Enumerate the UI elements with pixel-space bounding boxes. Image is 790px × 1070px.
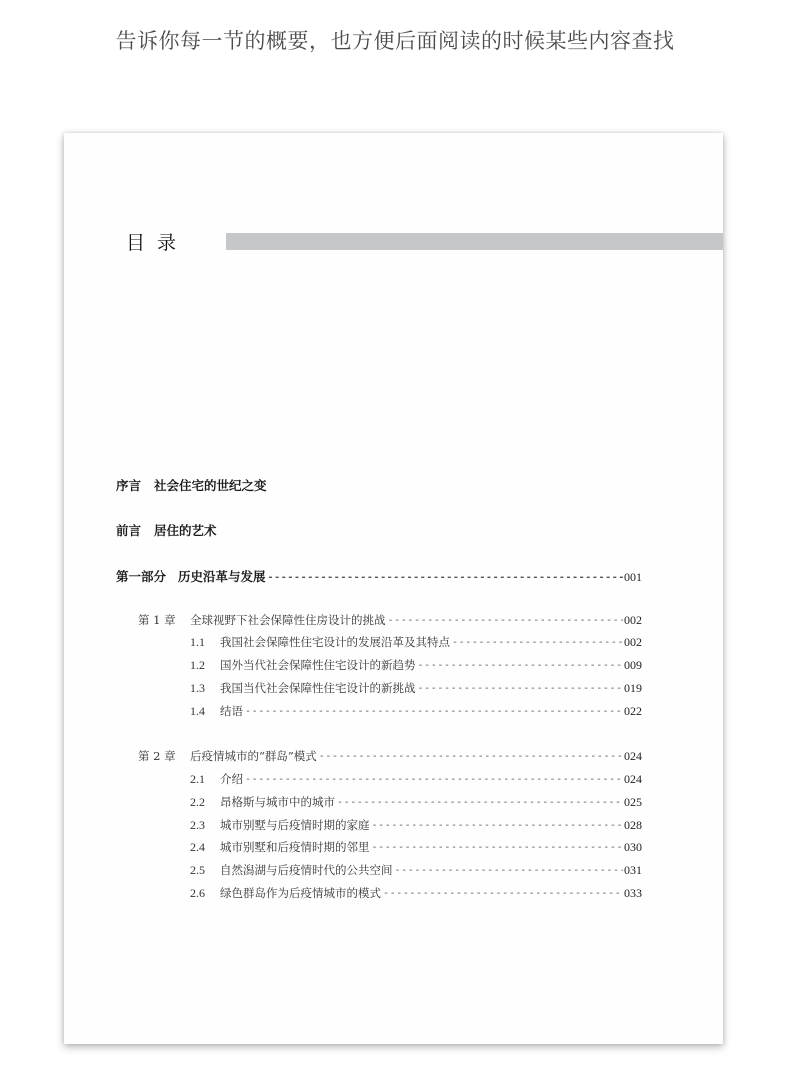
toc-entry-section-2-2[interactable]	[190, 794, 642, 810]
section-number: 1.2	[190, 658, 205, 672]
entry-title: 结语	[220, 704, 243, 718]
section-number: 1.1	[190, 635, 205, 649]
entry-label: 序言	[116, 478, 142, 493]
dot-leader	[245, 706, 623, 717]
dot-leader	[383, 888, 623, 899]
entry-title: 介绍	[220, 772, 243, 786]
page-number: 024	[624, 749, 642, 763]
page-number: 019	[624, 681, 642, 695]
toc-entry-section-2-5[interactable]	[190, 862, 642, 878]
dot-leader	[418, 683, 624, 694]
dot-leader	[245, 774, 623, 785]
entry-title: 城市别墅与后疫情时期的家庭	[220, 818, 370, 832]
section-number: 2.3	[190, 818, 205, 832]
page-number: 028	[624, 818, 642, 832]
entry-title: 自然潟湖与后疫情时代的公共空间	[220, 863, 393, 877]
entry-label: 前言	[116, 523, 142, 538]
entry-title: 社会住宅的世纪之变	[154, 478, 267, 493]
page-number: 002	[624, 613, 642, 627]
entry-title: 全球视野下社会保障性住房设计的挑战	[190, 613, 386, 627]
toc-entry-part-1[interactable]	[116, 567, 642, 585]
section-number: 2.1	[190, 772, 205, 786]
toc-entry-section-1-1[interactable]	[190, 634, 642, 650]
toc-entry-chapter-1[interactable]	[138, 612, 642, 628]
dot-leader	[268, 572, 623, 583]
toc-heading: 目录	[126, 232, 189, 254]
entry-title: 居住的艺术	[154, 523, 217, 538]
dot-leader	[372, 820, 624, 831]
page-number: 024	[624, 772, 642, 786]
dot-leader	[319, 751, 623, 762]
entry-label: 第一部分	[116, 569, 167, 584]
toc-entry-section-2-3[interactable]	[190, 817, 642, 833]
dot-leader	[337, 797, 623, 808]
toc-entry-section-2-6[interactable]	[190, 885, 642, 901]
section-number: 2.5	[190, 863, 205, 877]
section-number: 2.4	[190, 840, 205, 854]
toc-entry-preface[interactable]	[116, 476, 267, 494]
page-number: 001	[624, 570, 642, 584]
toc-entry-section-2-1[interactable]	[190, 771, 642, 787]
page-number: 002	[624, 635, 642, 649]
section-number: 1.3	[190, 681, 205, 695]
entry-title: 昂格斯与城市中的城市	[220, 795, 335, 809]
toc-entry-foreword[interactable]	[116, 521, 217, 539]
book-page	[64, 133, 723, 1044]
entry-title: 国外当代社会保障性住宅设计的新趋势	[220, 658, 416, 672]
section-number: 2.2	[190, 795, 205, 809]
section-number: 1.4	[190, 704, 205, 718]
page-number: 031	[624, 863, 642, 877]
toc-entry-section-1-2[interactable]	[190, 657, 642, 673]
caption-text: 告诉你每一节的概要，也方便后面阅读的时候某些内容查找	[115, 29, 675, 53]
entry-title: 我国社会保障性住宅设计的发展沿革及其特点	[220, 635, 450, 649]
entry-label: 第 1 章	[138, 613, 176, 627]
entry-title: 后疫情城市的“群岛”模式	[190, 749, 317, 763]
section-number: 2.6	[190, 886, 205, 900]
toc-entry-section-1-4[interactable]	[190, 703, 642, 719]
heading-bar	[226, 233, 723, 250]
entry-title: 绿色群岛作为后疫情城市的模式	[220, 886, 381, 900]
page-number: 022	[624, 704, 642, 718]
toc-entry-section-2-4[interactable]	[190, 839, 642, 855]
page-number: 030	[624, 840, 642, 854]
toc-entry-section-1-3[interactable]	[190, 680, 642, 696]
entry-title: 历史沿革与发展	[178, 569, 266, 584]
entry-label: 第 2 章	[138, 749, 176, 763]
toc-entry-chapter-2[interactable]	[138, 748, 642, 764]
page-number: 033	[624, 886, 642, 900]
page-number: 025	[624, 795, 642, 809]
dot-leader	[388, 615, 624, 626]
dot-leader	[452, 637, 623, 648]
entry-title: 我国当代社会保障性住宅设计的新挑战	[220, 681, 416, 695]
entry-title: 城市别墅和后疫情时期的邻里	[220, 840, 370, 854]
page-number: 009	[624, 658, 642, 672]
dot-leader	[372, 842, 624, 853]
dot-leader	[418, 660, 624, 671]
dot-leader	[395, 865, 624, 876]
